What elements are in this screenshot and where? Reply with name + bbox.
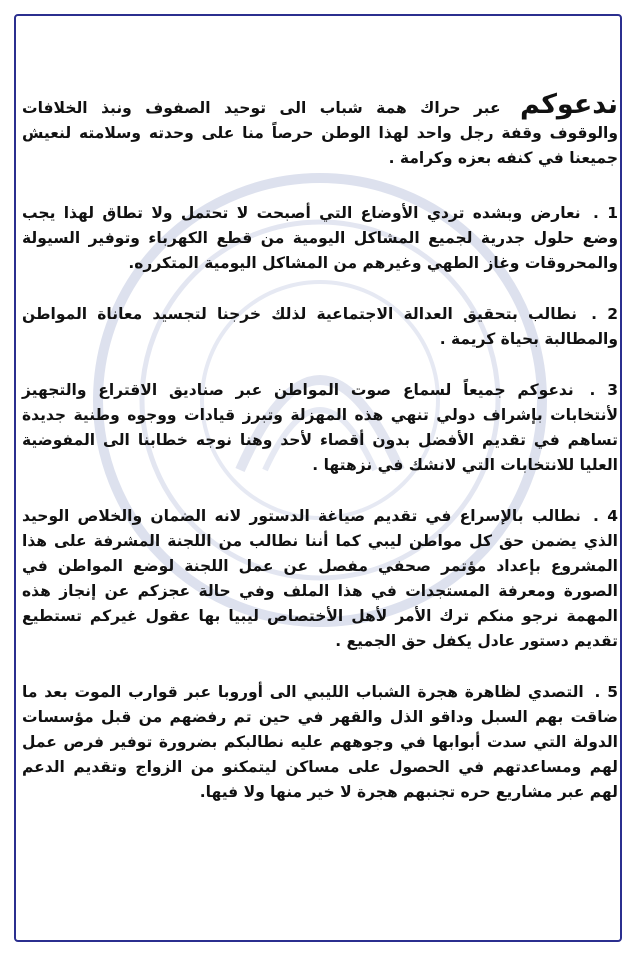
demand-1 <box>22 201 618 276</box>
demand-5-text: التصدي لظاهرة هجرة الشباب الليبي الى أوروبا عبر قوارب الموت بعد ما ضاقت بهم السبل وداقو الذل والقهر في حين تم رفضهم من قبل مؤسسات الدولة التي سدت أبوابها في وجوههم عليه نطالبكم بضرورة توفير فرص عمل لهم ومساعدتهم في الحصول على مساكن ليتمكنو من الزواج وتقديم الدعم لهم عبر مشاريع حره تجنبهم هجرة لا خير منها ولا فيها. <box>22 683 618 801</box>
demand-2-number: 2 . <box>591 305 618 323</box>
demand-4-number: 4 . <box>593 507 618 525</box>
demand-3 <box>22 378 618 478</box>
demand-4 <box>22 504 618 654</box>
demand-4-text: نطالب بالإسراع في تقديم صياغة الدستور لانه الضمان والخلاص الوحيد الذي يضمن حق كل مواطن ليبي كما أننا نطالب من اللجنة المشرفة على هذا المشروع بإعداد مؤتمر صحفي مفصل عن عمل اللجنة لوضع المواطن في الصورة ومعرفة المستجدات في هذا الملف وفي حالة عجزكم عن إنجاز هذه المهمة نرجو منكم ترك الأمر لأهل الأختصاص ليبيا بها عقول غيركم تستطيع تقديم دستور عادل يكفل حق الجميع . <box>22 507 618 650</box>
demand-2 <box>22 302 618 352</box>
demand-3-number: 3 . <box>589 381 618 399</box>
demand-1-text: نعارض وبشده تردي الأوضاع التي أصبحت لا تحتمل ولا تطاق لهذا يجب وضع حلول جدرية لجميع المشاكل اليومية من قطع الكهرباء وتوفير السيولة والمحروقات وغاز الطهي وغيرهم من المشاكل اليومية المتكرره. <box>22 204 618 272</box>
intro-paragraph <box>22 89 618 171</box>
demand-1-number: 1 . <box>592 204 618 222</box>
demand-3-text: ندعوكم جميعاً لسماع صوت المواطن عبر صناديق الاقتراع والتجهيز لأنتخابات بإشراف دولي تنهي هذه المهزلة وتبرز قيادات ووجوه وطنية جديدة تساهم في تقديم الأفضل بدون أقصاء لأحد وهنا نوجه خطابنا الى المفوضية العليا للانتخابات التي لانشك في نزهتها . <box>22 381 618 474</box>
intro-lead-word: ندعوكم <box>520 89 618 120</box>
statement-body <box>22 89 618 831</box>
demand-5 <box>22 680 618 805</box>
demand-5-number: 5 . <box>594 683 618 701</box>
demand-2-text: نطالب بتحقيق العدالة الاجتماعية لذلك خرجنا لتجسيد معاناة المواطن والمطالبة بحياة كريمة . <box>22 305 618 348</box>
intro-text: عبر حراك همة شباب الى توحيد الصفوف ونبذ الخلافات والوقوف وقفة رجل واحد لهذا الوطن حرصاً منا على وحدته وسلامته لنعيش جميعنا في كنفه بعزه وكرامة . <box>22 99 618 167</box>
